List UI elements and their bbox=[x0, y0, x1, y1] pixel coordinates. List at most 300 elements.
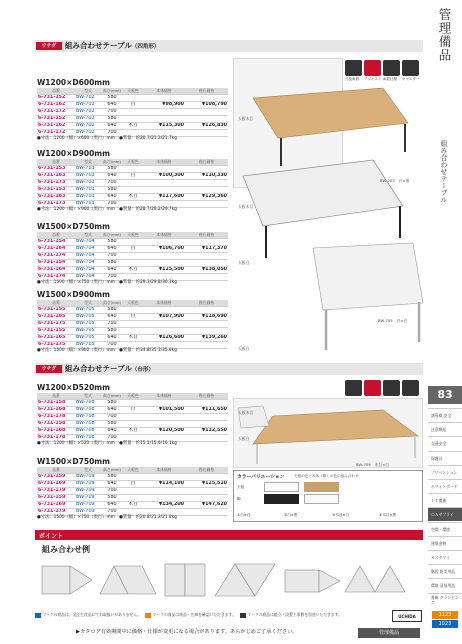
product-code[interactable]: 6-731-163 bbox=[37, 173, 75, 180]
product-code[interactable]: 6-731-172 bbox=[37, 109, 75, 116]
tax-price-cell bbox=[185, 495, 228, 502]
product-code[interactable]: 6-731-169 bbox=[37, 481, 75, 488]
product-code[interactable]: 6-731-152 bbox=[37, 116, 75, 123]
table-row bbox=[37, 166, 228, 173]
color-cell: 白 bbox=[123, 481, 143, 488]
product-code[interactable]: 6-731-158 bbox=[37, 421, 75, 428]
column-header: 型式 bbox=[75, 300, 101, 307]
product-code[interactable]: 6-731-169 bbox=[37, 502, 75, 509]
color-cell: 白 bbox=[123, 407, 143, 414]
model-number: BW-709 bbox=[75, 488, 101, 495]
group-heading: W1500×D750mm bbox=[37, 222, 110, 231]
color-cell bbox=[123, 166, 143, 173]
model-number: BW-704 bbox=[75, 239, 101, 246]
spec-note: ●寸法：1200（幅）×520（奥行）mm ●質量：約15.1/15.6/16.1kg bbox=[37, 440, 177, 446]
tax-price-cell bbox=[185, 274, 228, 281]
row-label: 天板 bbox=[237, 485, 245, 489]
tax-price-cell bbox=[185, 488, 228, 495]
section1-header bbox=[35, 40, 423, 52]
model-number: BW-702 bbox=[75, 116, 101, 123]
column-header: 高さ(mm) bbox=[101, 232, 123, 239]
icon-label: キャスター bbox=[402, 77, 420, 81]
photo-caption: BW-709 木目×白 bbox=[356, 462, 390, 467]
product-code[interactable]: 6-731-174 bbox=[37, 274, 75, 281]
product-code[interactable]: 6-731-165 bbox=[37, 314, 75, 321]
spec-note: ●寸法：1200（幅）×600（奥行）mm ●質量：約20.7/21.2/21.7kg bbox=[37, 135, 177, 141]
column-header: 天板色 bbox=[123, 300, 143, 307]
model-number: BW-704 bbox=[75, 246, 101, 253]
tax-price-cell: ¥147,620 bbox=[185, 502, 228, 509]
column-header: 高さ(mm) bbox=[101, 393, 123, 400]
model-number: BW-703 bbox=[75, 201, 101, 208]
product-code[interactable]: 6-731-165 bbox=[37, 335, 75, 342]
sidebar-tab[interactable]: 注意喚起 bbox=[428, 422, 462, 436]
price-cell bbox=[143, 328, 185, 335]
column-header: 本体価格 bbox=[143, 300, 185, 307]
model-number: BW-703 bbox=[75, 187, 101, 194]
color-cell bbox=[123, 116, 143, 123]
model-number: BW-709 bbox=[75, 474, 101, 481]
column-header: 天板色 bbox=[123, 393, 143, 400]
model-number: BW-704 bbox=[75, 274, 101, 281]
price-cell bbox=[143, 307, 185, 314]
tax-price-cell bbox=[185, 474, 228, 481]
column-header: 高さ(mm) bbox=[101, 159, 123, 166]
height-cell: 640 bbox=[101, 194, 123, 201]
column-header: 型式 bbox=[75, 232, 101, 239]
sidebar-tab[interactable]: 交通安全 bbox=[428, 436, 462, 450]
tax-price-cell bbox=[185, 328, 228, 335]
spec-table bbox=[37, 159, 228, 208]
height-cell: 640 bbox=[101, 102, 123, 109]
product-code[interactable]: 6-731-175 bbox=[37, 342, 75, 349]
variation-label: ③木目×白 bbox=[332, 513, 350, 517]
photo-caption: BW-703 白×黒 bbox=[380, 178, 410, 183]
footer-notes: マークの商品は、発注生産品にてお取扱いがありません。 マークの商品は商品・在庫を確認いただきます。 マークの商品は組立・設置工事費を別途いただきます。 bbox=[35, 612, 423, 618]
swatch-white-leg bbox=[304, 494, 339, 504]
tax-price-cell bbox=[185, 239, 228, 246]
model-number: BW-708 bbox=[75, 400, 101, 407]
model-number: BW-708 bbox=[75, 435, 101, 442]
color-cell bbox=[123, 414, 143, 421]
tax-price-cell bbox=[185, 342, 228, 349]
warn-icon bbox=[240, 613, 246, 618]
table-row bbox=[37, 481, 228, 488]
product-code[interactable]: 6-731-159 bbox=[37, 474, 75, 481]
model-number: BW-702 bbox=[75, 102, 101, 109]
column-header: 型式 bbox=[75, 88, 101, 95]
height-cell: 580 bbox=[101, 328, 123, 335]
spec-note: ●寸法：1500（幅）×750（奥行）mm ●質量：約29.3/29.8/30.3kg bbox=[37, 279, 177, 285]
height-cell: 580 bbox=[101, 239, 123, 246]
spec-table bbox=[37, 467, 228, 516]
column-header: 高さ(mm) bbox=[101, 300, 123, 307]
product-code[interactable]: 6-731-178 bbox=[37, 414, 75, 421]
swatch-black bbox=[264, 494, 299, 504]
tax-price-cell: ¥118,690 bbox=[185, 314, 228, 321]
color-cell: 白 bbox=[123, 173, 143, 180]
color-cell bbox=[123, 180, 143, 187]
price-cell bbox=[143, 495, 185, 502]
column-header: 天板色 bbox=[123, 159, 143, 166]
price-cell bbox=[143, 109, 185, 116]
brand-badge: ウチダ bbox=[36, 365, 62, 373]
spec-table bbox=[37, 232, 228, 281]
price-cell: ¥126,600 bbox=[143, 335, 185, 342]
table-row bbox=[37, 488, 228, 495]
model-number: BW-704 bbox=[75, 260, 101, 267]
price-cell bbox=[143, 488, 185, 495]
product-code[interactable]: 6-731-159 bbox=[37, 495, 75, 502]
table-row bbox=[37, 109, 228, 116]
column-header: 税込価格 bbox=[185, 393, 228, 400]
column-header: 本体価格 bbox=[143, 232, 185, 239]
table-row bbox=[37, 123, 228, 130]
group-heading: W1500×D750mm bbox=[37, 457, 110, 466]
product-code[interactable]: 6-731-168 bbox=[37, 407, 75, 414]
model-number: BW-709 bbox=[75, 481, 101, 488]
product-code[interactable]: 6-731-154 bbox=[37, 260, 75, 267]
product-code[interactable]: 6-731-179 bbox=[37, 488, 75, 495]
color-variation-title: カラーバリエーション bbox=[237, 475, 285, 480]
table-row bbox=[37, 194, 228, 201]
table-row bbox=[37, 502, 228, 509]
product-code[interactable]: 6-731-153 bbox=[37, 187, 75, 194]
model-number: BW-705 bbox=[75, 328, 101, 335]
page-ref-1[interactable]: 1123 bbox=[432, 611, 458, 619]
price-cell: ¥100,300 bbox=[143, 173, 185, 180]
table-row bbox=[37, 474, 228, 481]
model-number: BW-703 bbox=[75, 166, 101, 173]
column-header: 品番 bbox=[37, 159, 75, 166]
price-cell: ¥120,500 bbox=[143, 428, 185, 435]
height-cell: 580 bbox=[101, 187, 123, 194]
color-cell bbox=[123, 328, 143, 335]
price-cell: ¥107,900 bbox=[143, 314, 185, 321]
sidebar-tab[interactable]: 保護具 bbox=[428, 451, 462, 465]
sidebar-tab[interactable]: 書庫 グランピング bbox=[428, 593, 462, 607]
tax-price-cell bbox=[185, 116, 228, 123]
price-cell bbox=[143, 187, 185, 194]
product-code[interactable]: 6-731-172 bbox=[37, 130, 75, 137]
color-cell: 木目 bbox=[123, 267, 143, 274]
point-title: 組み合わせ例 bbox=[42, 545, 90, 554]
table-row bbox=[37, 428, 228, 435]
product-code[interactable]: 6-731-173 bbox=[37, 180, 75, 187]
height-cell: 580 bbox=[101, 166, 123, 173]
color-cell bbox=[123, 488, 143, 495]
sidebar-tab[interactable]: 階段 防災用品 bbox=[428, 564, 462, 578]
tax-price-cell: ¥132,550 bbox=[185, 428, 228, 435]
price-cell bbox=[143, 166, 185, 173]
product-code[interactable]: 6-731-154 bbox=[37, 239, 75, 246]
model-number: BW-702 bbox=[75, 123, 101, 130]
table-row bbox=[37, 180, 228, 187]
column-header: 本体価格 bbox=[143, 88, 185, 95]
column-header: 税込価格 bbox=[185, 159, 228, 166]
price-cell bbox=[143, 239, 185, 246]
color-cell bbox=[123, 307, 143, 314]
model-number: BW-708 bbox=[75, 407, 101, 414]
group-heading: W1200×D900mm bbox=[37, 149, 110, 158]
column-header: 型式 bbox=[75, 467, 101, 474]
photo-caption: 天板白 bbox=[238, 436, 250, 441]
table-row bbox=[37, 239, 228, 246]
sidebar-tab[interactable]: カスタマイ bbox=[428, 550, 462, 564]
page-ref-2[interactable]: 1023 bbox=[432, 620, 458, 628]
product-code[interactable]: 6-731-164 bbox=[37, 246, 75, 253]
column-header: 品番 bbox=[37, 393, 75, 400]
column-header: 税込価格 bbox=[185, 232, 228, 239]
height-cell: 580 bbox=[101, 474, 123, 481]
product-code[interactable]: 6-731-168 bbox=[37, 428, 75, 435]
model-number: BW-708 bbox=[75, 414, 101, 421]
photo-caption: 天板木目 bbox=[238, 116, 254, 121]
height-cell: 640 bbox=[101, 502, 123, 509]
sidebar-tab[interactable]: ＯＡサプライ bbox=[428, 507, 462, 521]
tax-price-cell: ¥117,370 bbox=[185, 246, 228, 253]
table-row bbox=[37, 400, 228, 407]
price-cell bbox=[143, 260, 185, 267]
tax-price-cell bbox=[185, 260, 228, 267]
product-code[interactable]: 6-731-152 bbox=[37, 95, 75, 102]
tax-price-cell bbox=[185, 307, 228, 314]
model-number: BW-704 bbox=[75, 253, 101, 260]
tax-price-cell: ¥108,790 bbox=[185, 102, 228, 109]
price-cell bbox=[143, 474, 185, 481]
brand-badge: ウチダ bbox=[36, 42, 62, 50]
photo-caption: 天板白 bbox=[238, 260, 250, 265]
sidebar-tab[interactable]: 誘導標 安全 bbox=[428, 408, 462, 422]
tax-price-cell: ¥125,510 bbox=[185, 481, 228, 488]
price-cell bbox=[143, 321, 185, 328]
sidebar-tab[interactable]: ホワイトボード bbox=[428, 479, 462, 493]
model-number: BW-705 bbox=[75, 314, 101, 321]
tax-price-cell: ¥139,260 bbox=[185, 335, 228, 342]
column-header: 高さ(mm) bbox=[101, 88, 123, 95]
tax-price-cell: ¥110,330 bbox=[185, 173, 228, 180]
color-cell: 木目 bbox=[123, 428, 143, 435]
table-row bbox=[37, 407, 228, 414]
height-cell: 640 bbox=[101, 428, 123, 435]
icon-label: 天板両面 bbox=[345, 77, 359, 81]
height-cell: 640 bbox=[101, 314, 123, 321]
height-cell: 580 bbox=[101, 495, 123, 502]
table-row bbox=[37, 173, 228, 180]
model-number: BW-709 bbox=[75, 495, 101, 502]
color-cell: 白 bbox=[123, 246, 143, 253]
section1-title: 組み合わせテーブル（四角形） bbox=[65, 41, 160, 50]
spec-table bbox=[37, 393, 228, 442]
color-cell bbox=[123, 260, 143, 267]
price-cell bbox=[143, 180, 185, 187]
color-cell bbox=[123, 421, 143, 428]
color-cell: 木目 bbox=[123, 194, 143, 201]
table-row bbox=[37, 260, 228, 267]
color-variation-box bbox=[233, 470, 423, 522]
variation-label: ②白×黒 bbox=[284, 513, 298, 517]
column-header: 本体価格 bbox=[143, 393, 185, 400]
warn-icon bbox=[35, 613, 41, 618]
product-code[interactable]: 6-731-155 bbox=[37, 328, 75, 335]
table-row bbox=[37, 187, 228, 194]
sidebar-tab[interactable]: 環境 清掃用品 bbox=[428, 578, 462, 592]
icon-label: 両面仕様 bbox=[383, 77, 397, 81]
product-code[interactable]: 6-731-155 bbox=[37, 307, 75, 314]
height-cell: 640 bbox=[101, 481, 123, 488]
sidebar-tab[interactable]: 空間・環境 bbox=[428, 522, 462, 536]
brand-logo: UCHIDA bbox=[392, 610, 422, 622]
sidebar-title: 管理備品 bbox=[437, 8, 452, 62]
column-header: 税込価格 bbox=[185, 88, 228, 95]
table-row bbox=[37, 246, 228, 253]
color-cell: 白 bbox=[123, 102, 143, 109]
section2-header bbox=[35, 363, 423, 375]
tax-price-cell: ¥126,830 bbox=[185, 123, 228, 130]
combination-examples bbox=[40, 556, 423, 606]
photo-caption: 天板白 bbox=[238, 346, 250, 351]
model-number: BW-703 bbox=[75, 194, 101, 201]
height-cell: 580 bbox=[101, 421, 123, 428]
product-code[interactable]: 6-731-173 bbox=[37, 201, 75, 208]
tax-price-cell bbox=[185, 130, 228, 137]
table-row bbox=[37, 307, 228, 314]
height-cell: 700 bbox=[101, 509, 123, 516]
table-row bbox=[37, 335, 228, 342]
row-label: 脚 bbox=[237, 497, 241, 501]
reversible-icon bbox=[383, 380, 400, 396]
variation-label: ④木目×黒 bbox=[379, 513, 397, 517]
table-row bbox=[37, 102, 228, 109]
column-header: 税込価格 bbox=[185, 467, 228, 474]
color-cell bbox=[123, 95, 143, 102]
column-header: 品番 bbox=[37, 300, 75, 307]
table-row bbox=[37, 495, 228, 502]
column-header: 品番 bbox=[37, 467, 75, 474]
color-cell bbox=[123, 321, 143, 328]
product-code[interactable]: 6-731-164 bbox=[37, 267, 75, 274]
column-header: 品番 bbox=[37, 232, 75, 239]
model-number: BW-703 bbox=[75, 180, 101, 187]
tax-price-cell: ¥138,050 bbox=[185, 267, 228, 274]
model-number: BW-705 bbox=[75, 342, 101, 349]
model-number: BW-709 bbox=[75, 502, 101, 509]
sidebar-tab[interactable]: ＩＴ関連 bbox=[428, 493, 462, 507]
table-row bbox=[37, 328, 228, 335]
price-cell bbox=[143, 253, 185, 260]
point-badge: ポイント bbox=[35, 530, 423, 540]
product-code[interactable]: 6-731-163 bbox=[37, 194, 75, 201]
color-cell: 木目 bbox=[123, 502, 143, 509]
height-cell: 700 bbox=[101, 488, 123, 495]
tax-price-cell bbox=[185, 180, 228, 187]
photo-caption: 天板木目 bbox=[238, 410, 254, 415]
group-heading: W1200×D600mm bbox=[37, 78, 110, 87]
variation-label: ①白×白 bbox=[237, 513, 251, 517]
tax-price-cell bbox=[185, 435, 228, 442]
column-header: 天板色 bbox=[123, 467, 143, 474]
height-cell: 700 bbox=[101, 109, 123, 116]
price-cell: ¥106,700 bbox=[143, 246, 185, 253]
table-row bbox=[37, 95, 228, 102]
product-code[interactable]: 6-731-175 bbox=[37, 321, 75, 328]
column-header: 本体価格 bbox=[143, 159, 185, 166]
table-row bbox=[37, 414, 228, 421]
price-cell: ¥98,900 bbox=[143, 102, 185, 109]
spec-note: ●寸法：1500（幅）×750（奥行）mm ●質量：約20.8/21.3/21.8kg bbox=[37, 514, 177, 520]
table-row bbox=[37, 314, 228, 321]
spec-table bbox=[37, 88, 228, 137]
adjuster-icon bbox=[364, 380, 381, 396]
column-header: 天板色 bbox=[123, 232, 143, 239]
height-cell: 580 bbox=[101, 95, 123, 102]
column-header: 税込価格 bbox=[185, 300, 228, 307]
group-heading: W1500×D900mm bbox=[37, 290, 110, 299]
table-row bbox=[37, 253, 228, 260]
color-cell: 木目 bbox=[123, 123, 143, 130]
model-number: BW-704 bbox=[75, 267, 101, 274]
height-cell: 700 bbox=[101, 253, 123, 260]
photo-caption: 天板木目 bbox=[238, 204, 254, 209]
spec-note: ●寸法：1200（幅）×900（奥行）mm ●質量：約28.7/29.2/29.7kg bbox=[37, 206, 177, 212]
product-code[interactable]: 6-731-174 bbox=[37, 253, 75, 260]
table-row bbox=[37, 267, 228, 274]
color-variation-desc: 天板の色と本体（脚）の色の組み合わせ bbox=[294, 474, 359, 478]
product-code[interactable]: 6-731-162 bbox=[37, 123, 75, 130]
footer-category: 管理備品 bbox=[358, 628, 420, 638]
color-cell: 木目 bbox=[123, 335, 143, 342]
height-cell: 700 bbox=[101, 342, 123, 349]
height-cell: 640 bbox=[101, 267, 123, 274]
price-cell bbox=[143, 95, 185, 102]
tax-price-cell bbox=[185, 109, 228, 116]
color-cell bbox=[123, 400, 143, 407]
column-header: 型式 bbox=[75, 393, 101, 400]
tax-price-cell: ¥129,360 bbox=[185, 194, 228, 201]
height-cell: 640 bbox=[101, 407, 123, 414]
color-cell bbox=[123, 253, 143, 260]
price-cell: ¥114,100 bbox=[143, 481, 185, 488]
tax-price-cell bbox=[185, 253, 228, 260]
product-code[interactable]: 6-731-153 bbox=[37, 166, 75, 173]
model-number: BW-705 bbox=[75, 307, 101, 314]
price-cell bbox=[143, 414, 185, 421]
model-number: BW-708 bbox=[75, 428, 101, 435]
tax-price-cell bbox=[185, 95, 228, 102]
price-cell bbox=[143, 400, 185, 407]
sidebar-tab[interactable]: プリベンション bbox=[428, 465, 462, 479]
product-code[interactable]: 6-731-162 bbox=[37, 102, 75, 109]
icon-label: アジャスト bbox=[364, 77, 382, 81]
caster-icon bbox=[402, 380, 419, 396]
footer-disclaimer: ▶カタログ有効期間中に価格・仕様が変更になる場合があります。あらかじめご了承ください。 bbox=[76, 629, 298, 635]
height-cell: 700 bbox=[101, 414, 123, 421]
height-cell: 580 bbox=[101, 400, 123, 407]
color-cell bbox=[123, 495, 143, 502]
height-cell: 640 bbox=[101, 123, 123, 130]
sidebar-tab[interactable]: 建築金物 bbox=[428, 536, 462, 550]
tax-price-cell bbox=[185, 166, 228, 173]
product-code[interactable]: 6-731-178 bbox=[37, 435, 75, 442]
table-row bbox=[37, 321, 228, 328]
height-cell: 700 bbox=[101, 321, 123, 328]
tax-price-cell bbox=[185, 509, 228, 516]
product-code[interactable]: 6-731-158 bbox=[37, 400, 75, 407]
product-code[interactable]: 6-731-179 bbox=[37, 509, 75, 516]
height-cell: 580 bbox=[101, 307, 123, 314]
column-header: 本体価格 bbox=[143, 467, 185, 474]
model-number: BW-703 bbox=[75, 173, 101, 180]
